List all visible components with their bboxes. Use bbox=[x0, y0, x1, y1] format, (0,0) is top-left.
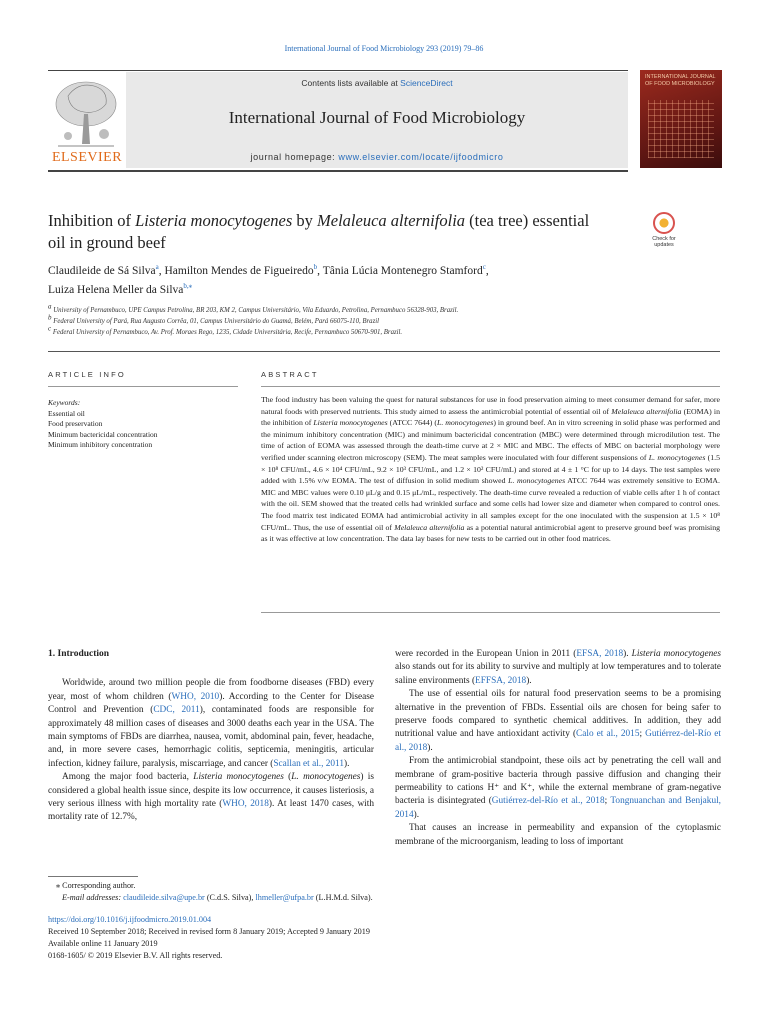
journal-title: International Journal of Food Microbiology bbox=[228, 108, 526, 127]
paragraph: That causes an increase in permeability and expansion of the cytoplasmic membrane of the microorganism, leading to loss of important bbox=[395, 823, 721, 847]
elsevier-wordmark: ELSEVIER bbox=[51, 150, 123, 165]
copyright: 0168-1605/ © 2019 Elsevier B.V. All rights reserved. bbox=[48, 951, 223, 960]
journal-homepage bbox=[126, 152, 628, 162]
citation-link[interactable]: WHO, 2018 bbox=[222, 799, 269, 810]
citation-link[interactable]: Scallan et al., 2011 bbox=[273, 758, 345, 769]
homepage-prefix: journal homepage: bbox=[250, 152, 339, 162]
keywords-block bbox=[48, 398, 238, 451]
author-name[interactable]: Luiza Helena Meller da Silva bbox=[48, 284, 184, 296]
paragraph: were recorded in the European Union in 2011 (EFSA, 2018). Listeria monocytogenes also stands out for its ability to survive and multiply at low temperatures and to tolerate saline environments (EFFSA, 2018). bbox=[395, 649, 721, 686]
cover-title: INTERNATIONAL JOURNAL OF FOOD MICROBIOLOGY bbox=[645, 74, 716, 87]
received-dates: Received 10 September 2018; Received in revised form 8 January 2019; Accepted 9 January 2019 bbox=[48, 927, 370, 936]
author-name[interactable]: Hamilton Mendes de Figueiredo bbox=[164, 265, 314, 277]
publication-info bbox=[48, 914, 708, 962]
citation-link[interactable]: Gutiérrez-del-Río et al., 2018 bbox=[491, 796, 605, 807]
contents-prefix: Contents lists available at bbox=[301, 78, 401, 88]
corresponding-author-note: ⁎ Corresponding author. bbox=[56, 881, 136, 890]
section-heading-introduction: 1. Introduction bbox=[48, 649, 110, 659]
paragraph: Worldwide, around two million people die from foodborne diseases (FBD) every year, most of whom children (WHO, 2010). According to the Center for Disease Control and Prevention (CDC, 2011), contaminated foods are responsible for approximately 48 million cases of diseases and 3000 deaths each year in the USA. The main symptoms of FBDs are diarrhea, nausea, vomit, abdominal pain, fever, headache, and, in more severe cases, hemorrhagic colitis, septicemia, meningitis, articular infection, kidney failure, paralysis, miscarriage, and cancer (Scallan et al., 2011). bbox=[48, 678, 374, 769]
journal-reference-link[interactable]: International Journal of Food Microbiology 293 (2019) 79–86 bbox=[284, 44, 484, 53]
journal-cover-thumbnail[interactable] bbox=[640, 70, 722, 168]
author-name[interactable]: Tânia Lúcia Montenegro Stamford bbox=[322, 265, 483, 277]
keyword: Food preservation bbox=[48, 419, 103, 429]
citation-link[interactable]: CDC, 2011 bbox=[153, 705, 200, 716]
keyword: Minimum bactericidal concentration bbox=[48, 429, 158, 439]
abstract-heading: ABSTRACT bbox=[261, 370, 319, 379]
citation-link[interactable]: EFFSA, 2018 bbox=[475, 675, 527, 686]
check-for-updates-button[interactable] bbox=[648, 212, 680, 252]
paragraph: The use of essential oils for natural food preservation seems to be a promising alternative in the prevention of FBDs. Essential oils are chosen for being safer to preserve foods compared to synthetic chemical additives. In addition, they add nutritional value and have antioxidant activity (Calo et al., 2015; Gutiérrez-del-Río et al., 2018). bbox=[395, 689, 721, 753]
contents-available bbox=[126, 78, 628, 88]
author-name[interactable]: Claudileide de Sá Silva bbox=[48, 265, 156, 277]
keyword: Minimum inhibitory concentration bbox=[48, 440, 153, 450]
available-online: Available online 11 January 2019 bbox=[48, 939, 158, 948]
affiliation: $^b$ Federal University of Pará, Rua Augusto Corrêa, 01, Campus Universitário do Guamá, Belém, Pará 66075-110, Brazil bbox=[48, 313, 379, 325]
affiliation: $^a$ University of Pernambuco, UPE Campus Petrolina, BR 203, KM 2, Campus Universitário, Vila Eduardo, Petrolina, Pernambuco 56328-903, Brazil. bbox=[48, 302, 459, 314]
doi-link[interactable]: https://doi.org/10.1016/j.ijfoodmicro.2019.01.004 bbox=[48, 915, 212, 924]
abstract-rule bbox=[261, 386, 720, 387]
citation-link[interactable]: Gutiérrez-del-Río et al., 2018 bbox=[395, 729, 721, 753]
keyword: Essential oil bbox=[48, 408, 85, 418]
article-title: Inhibition of Listeria monocytogenes by Melaleuca alternifolia (tea tree) essential oil in ground beef bbox=[48, 211, 590, 252]
email-addresses: E-mail addresses: claudileide.silva@upe.br (C.d.S. Silva), lhmeller@ufpa.br (L.H.M.d. Silva). bbox=[62, 893, 373, 902]
keywords-label: Keywords: bbox=[48, 398, 81, 407]
email-link[interactable]: lhmeller@ufpa.br bbox=[255, 893, 314, 902]
check-updates-label: Check for updates bbox=[652, 236, 676, 248]
body-column-right bbox=[395, 648, 721, 849]
affiliation: $^c$ Federal University of Pernambuco, Av. Prof. Moraes Rego, 1235, Cidade Universitária, Recife, Pernambuco 50670-901, Brazil. bbox=[48, 324, 403, 336]
cover-pattern bbox=[648, 100, 714, 158]
abstract-text: The food industry has been valuing the quest for natural substances for use in food preservation aiming to meet consumer demand for safer, more natural foods with preserved nutrients. This study aimed to assess the antimicrobial potential of essential oil of Melaleuca alternifolia (EOMA) in the inhibition of Listeria monocytogenes (ATCC 7644) (L. monocytogenes) in ground beef. An in vitro screening in solid phase was performed and the minimum inhibitory concentration (MIC) and minimum bactericidal concentration (MBC) were determined through microdilution test. The time of action of EOMA was assessed through the death-time curve at 2 × MIC and MBC. The effects of MBC on bacterial morphology were verified under scanning electron microscopy (SEM). The meat samples were inoculated with four different suspensions of L. monocytogenes (1.5 × 10⁸ CFU/mL, 4.6 × 10⁴ CFU/mL, 9.2 × 10³ CFU/mL, and 1.2 × 10² CFU/mL) and stored at 4 ± 1 °C for up to 14 days. The test samples were added with 1.5% v/w EOMA. The test of diffusion in solid medium showed L. monocytogenes ATCC 7644 was extremely sensitive to EOMA. MIC and MBC values were 0.10 μL/g and 0.15 μL/mL, respectively. The death-time curve revealed a reduction of viable cells after 1 h of contact with the oil. SEM showed that the treated cells had wrinkled surface and some cells had lower size and diameter when compared to control ones. The food matrix test indicated EOMA had antimicrobial activity in all samples except for the one inoculated with the suspension at 1.5 × 10⁸ CFU/mL. Thus, the use of essential oil of Melaleuca alternifolia as a potential natural antimicrobial agent to preserve ground beef was promising as it was effective at low concentration. The data lay bases for new tests to be carried out in other food matrices. bbox=[261, 395, 721, 544]
header-top-rule bbox=[48, 70, 628, 71]
affiliations bbox=[48, 302, 708, 338]
homepage-link[interactable]: www.elsevier.com/locate/ijfoodmicro bbox=[338, 152, 504, 162]
abstract-end-rule bbox=[261, 612, 720, 613]
check-updates-icon bbox=[653, 212, 675, 234]
sciencedirect-link[interactable]: ScienceDirect bbox=[400, 78, 453, 88]
email-link[interactable]: claudileide.silva@upe.br bbox=[123, 893, 205, 902]
affiliation-rule bbox=[48, 351, 720, 352]
citation-link[interactable]: WHO, 2010 bbox=[171, 691, 220, 702]
footnote bbox=[48, 880, 708, 904]
author-list: Claudileide de Sá Silva$^a$, Hamilton Mendes de Figueiredo$^b$, Tânia Lúcia Montenegro Stamford$^c$, Luiza Helena Meller da Silva$^{b,⁎}$ bbox=[48, 263, 489, 296]
citation-link[interactable]: Tongnuanchan and Benjakul, 2014 bbox=[395, 796, 722, 820]
footnote-rule bbox=[48, 876, 138, 877]
body-column-left bbox=[48, 648, 374, 825]
citation-link[interactable]: Calo et al., 2015 bbox=[576, 729, 640, 740]
header-bottom-rule bbox=[48, 170, 628, 172]
paragraph: From the antimicrobial standpoint, these oils act by penetrating the cell wall and membrane of gram-positive bacteria through passive diffusion and changing their permeability to cations H⁺ and K⁺, while the external membrane of gram-negative bacteria is disintegrated (Gutiérrez-del-Río et al., 2018; Tongnuanchan and Benjakul, 2014). bbox=[395, 756, 722, 820]
citation-link[interactable]: EFSA, 2018 bbox=[576, 649, 624, 659]
article-info-rule bbox=[48, 386, 238, 387]
paragraph: Among the major food bacteria, Listeria monocytogenes (L. monocytogenes) is considered a global health issue since, despite its low occurrence, it causes listeriosis, a very serious illness with high mortality rate (WHO, 2018). At least 1470 cases, with mortality rate of 12.7%, bbox=[48, 772, 374, 823]
article-info-heading: ARTICLE INFO bbox=[48, 370, 126, 379]
